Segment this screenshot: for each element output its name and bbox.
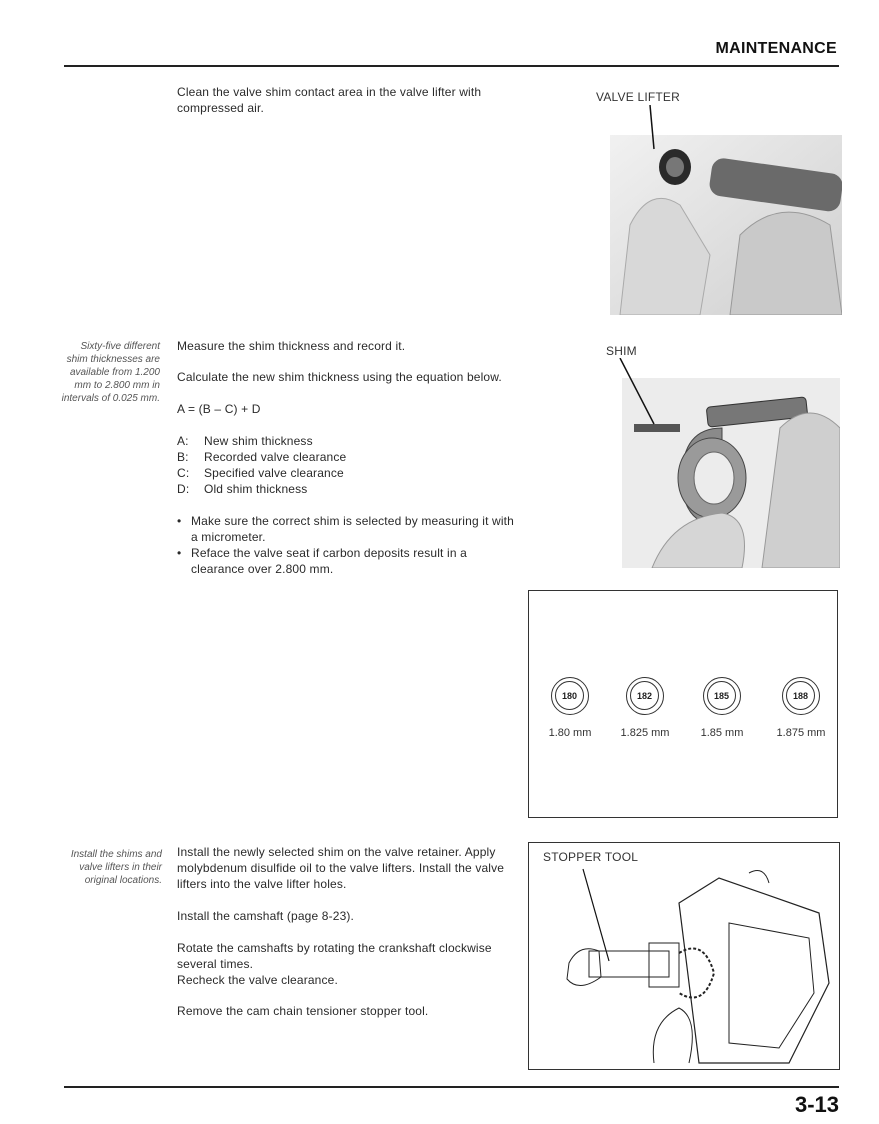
shim-item (530, 677, 610, 739)
shim-code: 185 (707, 681, 736, 710)
shim-code: 182 (630, 681, 659, 710)
shim-equation: A = (B – C) + D (177, 402, 261, 416)
measure-instruction: Measure the shim thickness and record it. (177, 339, 406, 353)
recheck-instruction: Recheck the valve clearance. (177, 973, 338, 987)
micrometer-photo (612, 358, 840, 568)
remove-instruction: Remove the cam chain tensioner stopper tool. (177, 1004, 429, 1018)
clean-instruction: Clean the valve shim contact area in the valve lifter with compressed air. (177, 85, 482, 115)
shim-thickness-value: 1.875 mm (776, 727, 826, 739)
calculate-instruction: Calculate the new shim thickness using the equation below. (177, 370, 502, 384)
hand-left (567, 949, 601, 986)
cam-chain-tensioner (679, 949, 714, 998)
shim-thickness-value: 1.85 mm (700, 727, 744, 739)
shim-item (761, 677, 841, 739)
shim-availability-note: Sixty-five different shim thicknesses are available from 1.200 mm to 2.800 mm in intervals of 0.025 mm. (61, 341, 160, 404)
leader-line (583, 869, 609, 961)
shim-thickness-value: 1.80 mm (548, 727, 592, 739)
shim-notes-list (177, 513, 517, 577)
shim-circle (703, 677, 741, 715)
footer-rule (64, 1086, 839, 1088)
stopper-tool-drawing (529, 843, 839, 1069)
definition-row: B: Recorded valve clearance (177, 450, 347, 464)
shim-code: 188 (786, 681, 815, 710)
install-location-note: Install the shims and valve lifters in their original locations. (70, 849, 162, 886)
list-item: • Reface the valve seat if carbon deposits result in a clearance over 2.800 mm. (177, 546, 467, 576)
stopper-tool-label: STOPPER TOOL (543, 850, 639, 864)
shim-label: SHIM (606, 344, 637, 358)
shim-circle (551, 677, 589, 715)
valve-lifter-label: VALVE LIFTER (596, 90, 680, 104)
definition-row: A: New shim thickness (177, 434, 313, 448)
camshaft-instruction: Install the camshaft (page 8-23). (177, 909, 355, 923)
definition-row: C: Specified valve clearance (177, 466, 344, 480)
shim-item (605, 677, 685, 739)
valve-lifter-photo (590, 105, 842, 315)
shim-circle (782, 677, 820, 715)
page-number: 3-13 (794, 1092, 839, 1117)
shim-circle (626, 677, 664, 715)
list-item: • Make sure the correct shim is selected by measuring it with a micrometer. (177, 514, 514, 544)
definition-row: D: Old shim thickness (177, 482, 308, 496)
shim-code: 180 (555, 681, 584, 710)
shim-thickness-value: 1.825 mm (620, 727, 670, 739)
install-instruction: Install the newly selected shim on the valve retainer. Apply molybdenum disulfide oil to the valve lifters. Install the valve lifters into the valve lifter holes. (177, 845, 505, 891)
header-rule (64, 65, 839, 67)
rotate-instruction: Rotate the camshafts by rotating the crankshaft clockwise several times. (177, 941, 492, 971)
shim-thickness-figure (528, 590, 838, 818)
cylinder-head (679, 878, 829, 1063)
hand-bottom (653, 1008, 692, 1063)
shim-item (682, 677, 762, 739)
stopper-tool-figure (528, 842, 840, 1070)
section-title: MAINTENANCE (715, 40, 837, 57)
equation-definitions (177, 433, 477, 497)
